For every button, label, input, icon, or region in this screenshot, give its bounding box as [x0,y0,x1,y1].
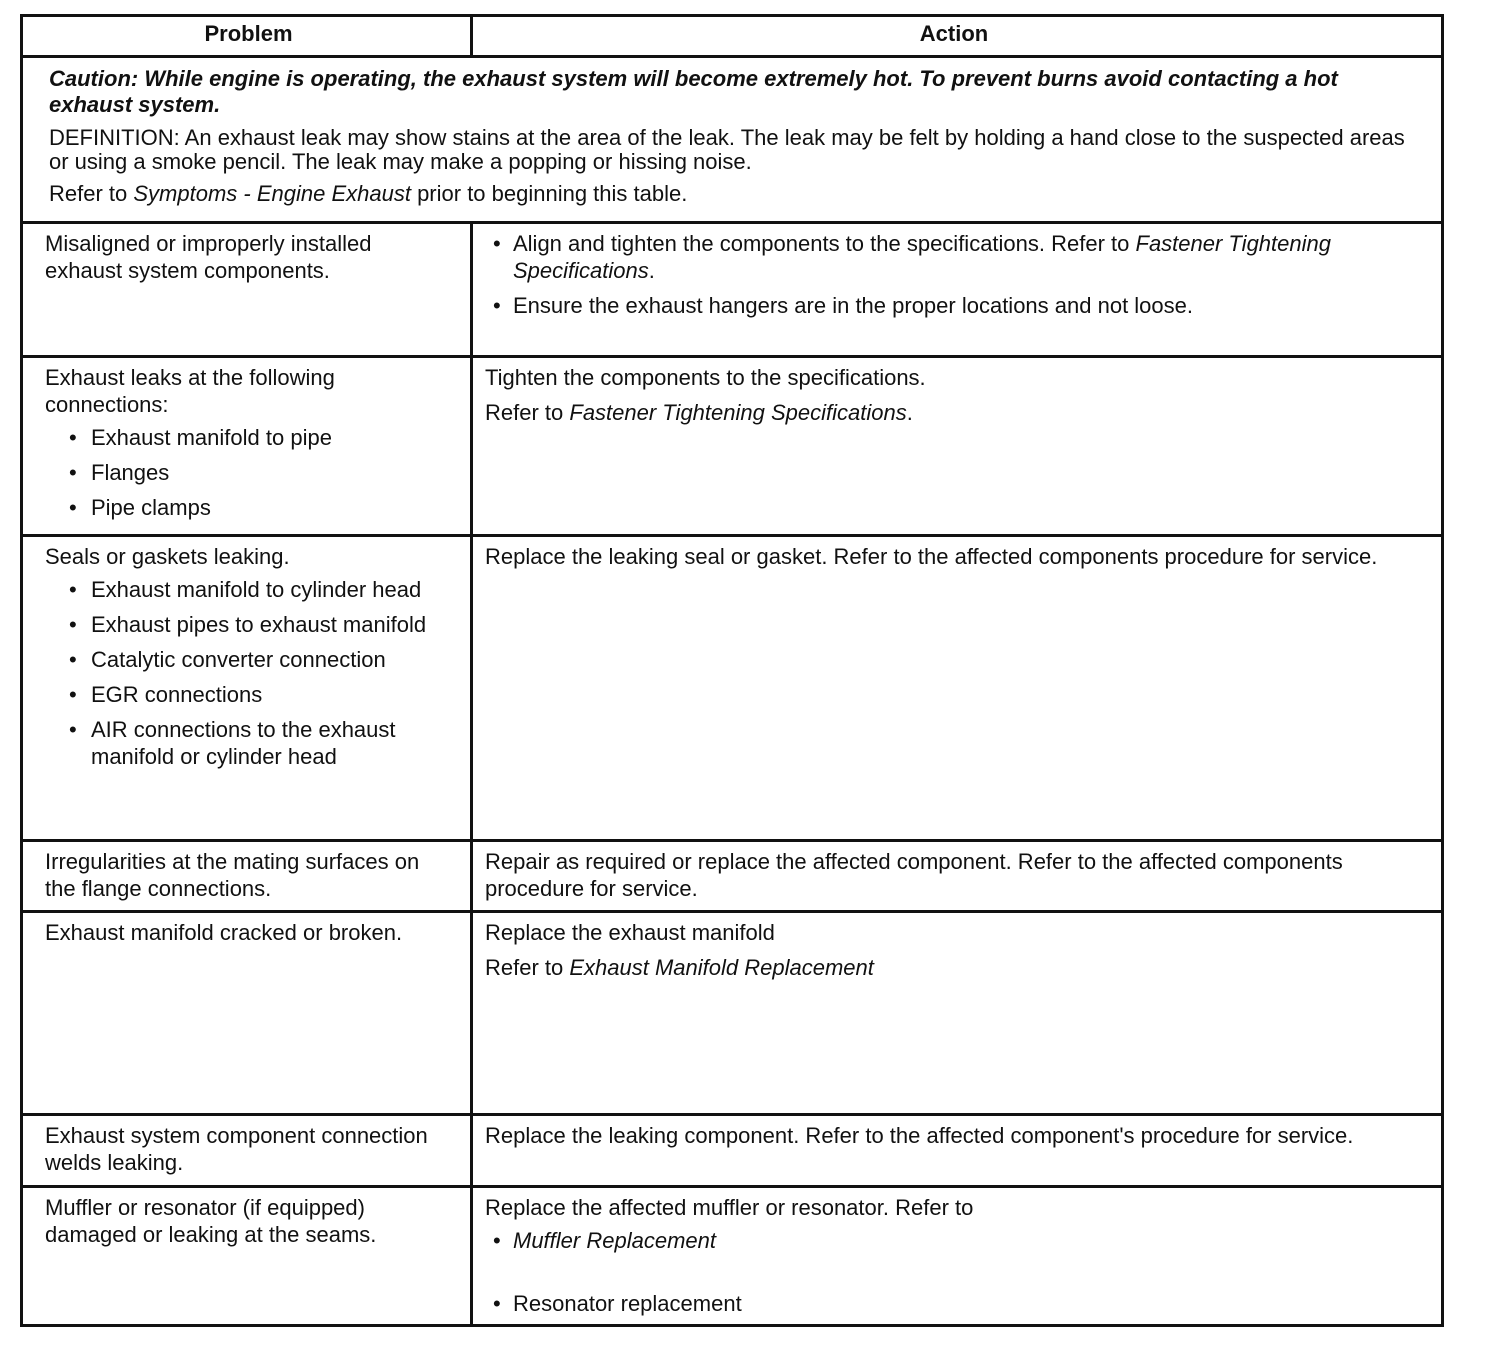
fastener-spec-link[interactable]: Fastener Tightening Specifications [513,231,1331,283]
action-cell: Replace the affected muffler or resonator. Refer to • Muffler Replacement • Resonator replacement [473,1188,1441,1324]
action-bullet: • Align and tighten the components to the specifications. Refer to Fastener Tightening Specifications. [485,230,1423,284]
action-cell [473,224,1441,355]
problem-bullet: • Pipe clamps [45,494,452,521]
action-cell: Repair as required or replace the affected component. Refer to the affected components procedure for service. [485,849,1343,901]
action-cell: Replace the exhaust manifold Refer to Exhaust Manifold Replacement [485,920,874,980]
muffler-replacement-link[interactable]: • Muffler Replacement [485,1227,1423,1254]
action-cell: Replace the leaking component. Refer to the affected component's procedure for service. [485,1123,1354,1148]
action-cell: Replace the leaking seal or gasket. Refer to the affected components procedure for service. [485,544,1378,569]
header-action: Action [919,21,989,46]
table-row [20,1188,1444,1327]
problem-bullet: • Exhaust pipes to exhaust manifold [45,611,452,638]
problem-bullet: • AIR connections to the exhaust manifold or cylinder head [45,716,452,770]
refer-line: Refer to Symptoms - Engine Exhaust prior to beginning this table. [49,181,688,206]
header-row [20,14,1444,58]
action-bullet: • Ensure the exhaust hangers are in the proper locations and not loose. [485,292,1423,319]
problem-cell: Seals or gaskets leaking. • Exhaust manifold to cylinder head • Exhaust pipes to exhaust manifold • Catalytic converter connection • EGR connections • AIR connections to the exhaust manifold or cylinder head [23,537,473,839]
problem-cell: Exhaust system component connection welds leaking. [23,1116,473,1185]
troubleshooting-table [20,14,1444,1327]
intro-cell [23,58,1441,221]
exhaust-manifold-replacement-link[interactable]: Exhaust Manifold Replacement [569,955,874,980]
table-row [20,537,1444,842]
problem-cell: Irregularities at the mating surfaces on the flange connections. [23,842,473,910]
resonator-replacement-item: • Resonator replacement [485,1290,1423,1317]
problem-bullet: • Flanges [45,459,452,486]
caution-text: Caution: While engine is operating, the exhaust system will become extremely hot. To prevent burns avoid contacting a hot exhaust system. [49,66,1338,117]
table-row [20,358,1444,537]
table-row [20,842,1444,913]
problem-cell: Exhaust leaks at the following connections: • Exhaust manifold to pipe • Flanges • Pipe clamps [23,358,473,534]
table-row [20,224,1444,358]
problem-bullet: • Catalytic converter connection [45,646,452,673]
problem-cell: Misaligned or improperly installed exhaust system components. [23,224,473,355]
problem-bullet: • Exhaust manifold to cylinder head [45,576,452,603]
problem-cell: Exhaust manifold cracked or broken. [23,913,473,1113]
symptoms-link[interactable]: Symptoms - Engine Exhaust [133,181,411,206]
problem-bullet: • EGR connections [45,681,452,708]
definition-text: DEFINITION: An exhaust leak may show stains at the area of the leak. The leak may be felt by holding a hand close to the suspected areas or using a smoke pencil. The leak may make a popping or hissing noise. [49,125,1405,174]
action-cell: Tighten the components to the specifications. Refer to Fastener Tightening Specifications. [485,365,926,425]
problem-cell: Muffler or resonator (if equipped) damaged or leaking at the seams. [23,1188,473,1324]
table-row [20,1116,1444,1188]
header-problem: Problem [23,17,473,55]
problem-bullet: • Exhaust manifold to pipe [45,424,452,451]
table-row [20,913,1444,1116]
intro-row [20,58,1444,224]
fastener-spec-link[interactable]: Fastener Tightening Specifications [569,400,907,425]
